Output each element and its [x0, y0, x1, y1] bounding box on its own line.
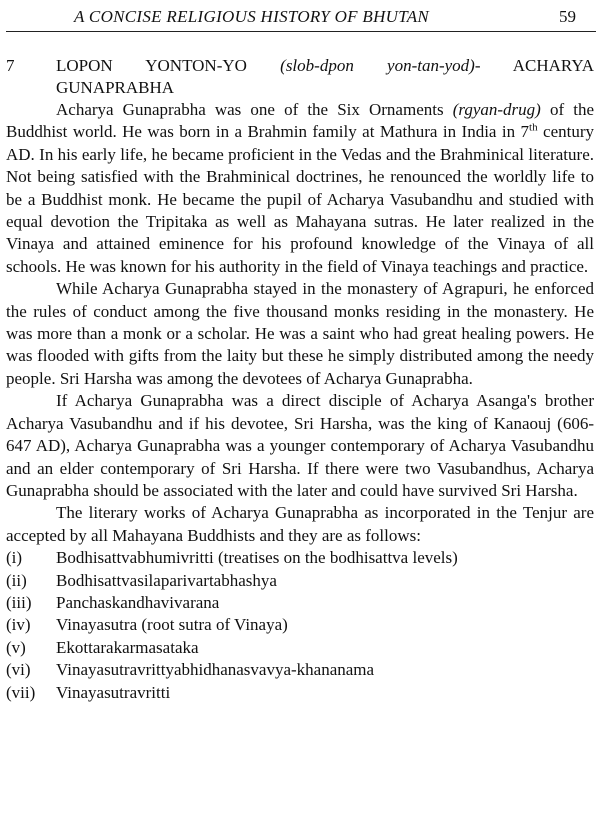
- list-item: [6, 614, 594, 636]
- paragraph-1-text: Acharya Gunaprabha was one of the Six Ornaments: [56, 100, 444, 119]
- header-rule: [6, 31, 596, 32]
- paragraph-3: If Acharya Gunaprabha was a direct disciple of Acharya Asanga's brother Acharya Vasubandhu and if his devotee, Sri Harsha, was the king of Kanaouj (606-647 AD), Acharya Gunaprabha was a younger contemporary of Acharya Vasubandhu and an elder contemporary of Sri Harsha. If there were two Vasubandhus, Acharya Gunaprabha should be associated with the later and could have survived Sri Harsha.: [6, 391, 594, 500]
- list-item-text: Bodhisattvasilaparivartabhashya: [56, 570, 277, 590]
- list-item-text: Vinayasutravritti: [56, 682, 171, 702]
- list-item-number: (ii): [6, 570, 27, 590]
- paragraph-2: While Acharya Gunaprabha stayed in the monastery of Agrapuri, he enforced the rules of conduct among the five thousand monks residing in the monastery. He was more than a monk or a scholar. He was a saint who had great healing powers. He was flooded with gifts from the laity but these he simply distributed among the needy people. Sri Harsha was among the devotees of Acharya Gunaprabha.: [6, 279, 594, 388]
- section-number: 7: [6, 56, 15, 75]
- list-item: [6, 570, 594, 592]
- page-header: [0, 4, 600, 30]
- list-item: [6, 547, 594, 569]
- paragraph-1-text: century AD. In his early life, he became proficient in the Vedas and the Brahminical literature. Not being satisfied with the Brahminical doctrines, he renounced the worldly life to be a Buddhist monk. He became the pupil of Acharya Vasubandhu and studied with equal devotion the Tripitaka as well as Mahayana sutras. He later realized in the Vinaya and attained eminence for his profound knowledge of the Vinaya of all schools. He was known for his authority in the field of Vinaya teachings and practice.: [6, 122, 595, 276]
- list-item-number: (vi): [6, 660, 31, 680]
- list-item-number: (vii): [6, 682, 36, 702]
- list-item: [6, 592, 594, 614]
- page-number: 59: [559, 7, 576, 26]
- ordinal-superscript: th: [529, 121, 538, 134]
- list-item: [6, 682, 594, 704]
- section-title-part: LOPON YONTON-YO: [56, 56, 247, 75]
- works-list: [6, 547, 594, 704]
- list-item-number: (iii): [6, 592, 32, 612]
- paragraph-1: [6, 99, 594, 278]
- list-item-text: Vinayasutra (root sutra of Vinaya): [56, 615, 288, 635]
- list-item-text: Panchaskandhavivarana: [56, 592, 220, 612]
- section-title-part: - ACHARYA: [474, 56, 595, 75]
- paragraph-1-text: of the Buddhist world. He was born in a Brahmin family at Mathura in India in 7: [6, 100, 594, 142]
- list-item-text: Vinayasutravrittyabhidhanasvavya-khananama: [56, 660, 375, 680]
- list-item: [6, 659, 594, 681]
- list-item-text: Ekottarakarmasataka: [56, 637, 199, 657]
- running-title: A CONCISE RELIGIOUS HISTORY OF BHUTAN: [74, 7, 430, 26]
- section-title-line-1: [56, 55, 594, 77]
- tibetan-term: (rgyan-drug): [452, 100, 541, 119]
- section-heading: [6, 55, 594, 99]
- list-item-number: (v): [6, 637, 26, 657]
- section-title-tibetan: (slob-dpon yon-tan-yod): [280, 56, 475, 75]
- section-title-line-2: GUNAPRABHA: [56, 78, 175, 97]
- paragraph-4: The literary works of Acharya Gunaprabha as incorporated in the Tenjur are accepted by all Mahayana Buddhists and they are as follows:: [6, 503, 594, 545]
- list-item-text: Bodhisattvabhumivritti (treatises on the bodhisattva levels): [56, 548, 458, 568]
- list-item-number: (i): [6, 548, 23, 568]
- body-text: [6, 99, 594, 704]
- list-item: [6, 637, 594, 659]
- list-item-number: (iv): [6, 615, 31, 635]
